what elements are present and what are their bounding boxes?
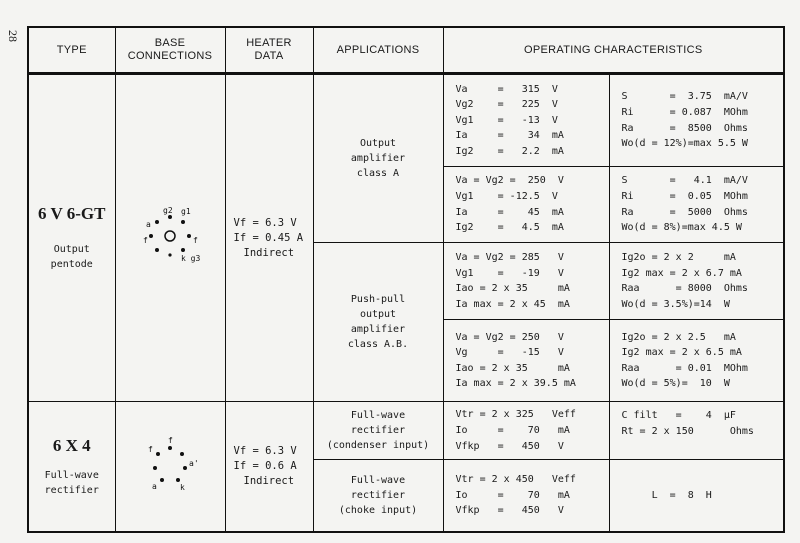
tube-name: 6 V 6-GT — [38, 204, 106, 224]
header-operating-characteristics: OPERATING CHARACTERISTICS — [443, 27, 784, 74]
application-condenser-input: Full-wave rectifier (condenser input) — [313, 402, 443, 460]
pin-label: a — [152, 481, 157, 491]
header-applications: APPLICATIONS — [313, 27, 443, 74]
pin-label: k — [180, 482, 185, 492]
pin-label: k g3 — [181, 254, 201, 264]
operating-right: Ig2o = 2 x 2.5 mA Ig2 max = 2 x 6.5 mA Raa = 0.01 MOhm Wo(d = 5%)= 10 W — [609, 320, 784, 402]
operating-left: Va = Vg2 = 250 V Vg = -15 V Iao = 2 x 35 mA Ia max = 2 x 39.5 mA — [443, 320, 609, 402]
operating-right: Ig2o = 2 x 2 mA Ig2 max = 2 x 6.7 mA Raa = 8000 Ohms Wo(d = 3.5%)=14 W — [609, 243, 784, 320]
header-heater-data: HEATER DATA — [225, 27, 313, 74]
application-choke-input: Full-wave rectifier (choke input) — [313, 460, 443, 532]
operating-left: Va = Vg2 = 250 V Vg1 = -12.5 V Ia = 45 mA Ig2 = 4.5 mA — [443, 167, 609, 243]
tube-description: Full-wave rectifier — [44, 469, 99, 496]
operating-right: L = 8 H — [609, 460, 784, 532]
table-row — [28, 74, 784, 167]
pin-label: f — [143, 236, 148, 246]
header-base-connections: BASE CONNECTIONS — [115, 27, 225, 74]
tube-type-6v6 — [28, 74, 115, 402]
tube-data-table — [27, 26, 785, 533]
header-type: TYPE — [28, 27, 115, 74]
pin-label: a' — [189, 458, 199, 468]
tube-description: Output pentode — [50, 244, 93, 271]
operating-left: Va = Vg2 = 285 V Vg1 = -19 V Iao = 2 x 35 mA Ia max = 2 x 45 mA — [443, 243, 609, 320]
operating-right: C filt = 4 µF Rt = 2 x 150 Ohms — [609, 402, 784, 460]
miniature-base-diagram-icon — [135, 432, 205, 502]
operating-left: Vtr = 2 x 325 Veff Io = 70 mA Vfkp = 450 V — [443, 402, 609, 460]
table-row — [28, 402, 784, 460]
operating-left: Vtr = 2 x 450 Veff Io = 70 mA Vfkp = 450 V — [443, 460, 609, 532]
pin-label: a — [146, 220, 151, 230]
pin-label: f — [193, 236, 198, 246]
heater-data-6x4: Vf = 6.3 V If = 0.6 A Indirect — [225, 402, 313, 532]
operating-left: Va = 315 V Vg2 = 225 V Vg1 = -13 V Ia = 34 mA Ig2 = 2.2 mA — [443, 74, 609, 167]
heater-data-6v6: Vf = 6.3 V If = 0.45 A Indirect — [225, 74, 313, 402]
base-connections-6x4 — [115, 402, 225, 532]
header-row — [28, 27, 784, 74]
pin-label: f — [148, 444, 153, 454]
page-number: 28 — [6, 30, 20, 42]
octal-base-diagram-icon — [135, 203, 205, 273]
pin-label: g1 — [181, 207, 191, 217]
tube-name: 6 X 4 — [52, 435, 91, 455]
operating-right: S = 4.1 mA/V Ri = 0.05 MOhm Ra = 5000 Ohms Wo(d = 8%)=max 4.5 W — [609, 167, 784, 243]
pin-label: f — [168, 435, 173, 445]
pin-label: g2 — [163, 206, 173, 216]
application-output-amplifier: Output amplifier class A — [313, 74, 443, 243]
base-connections-6v6 — [115, 74, 225, 402]
application-push-pull: Push-pull output amplifier class A.B. — [313, 243, 443, 402]
operating-right: S = 3.75 mA/V Ri = 0.087 MOhm Ra = 8500 Ohms Wo(d = 12%)=max 5.5 W — [609, 74, 784, 167]
tube-type-6x4 — [28, 402, 115, 532]
